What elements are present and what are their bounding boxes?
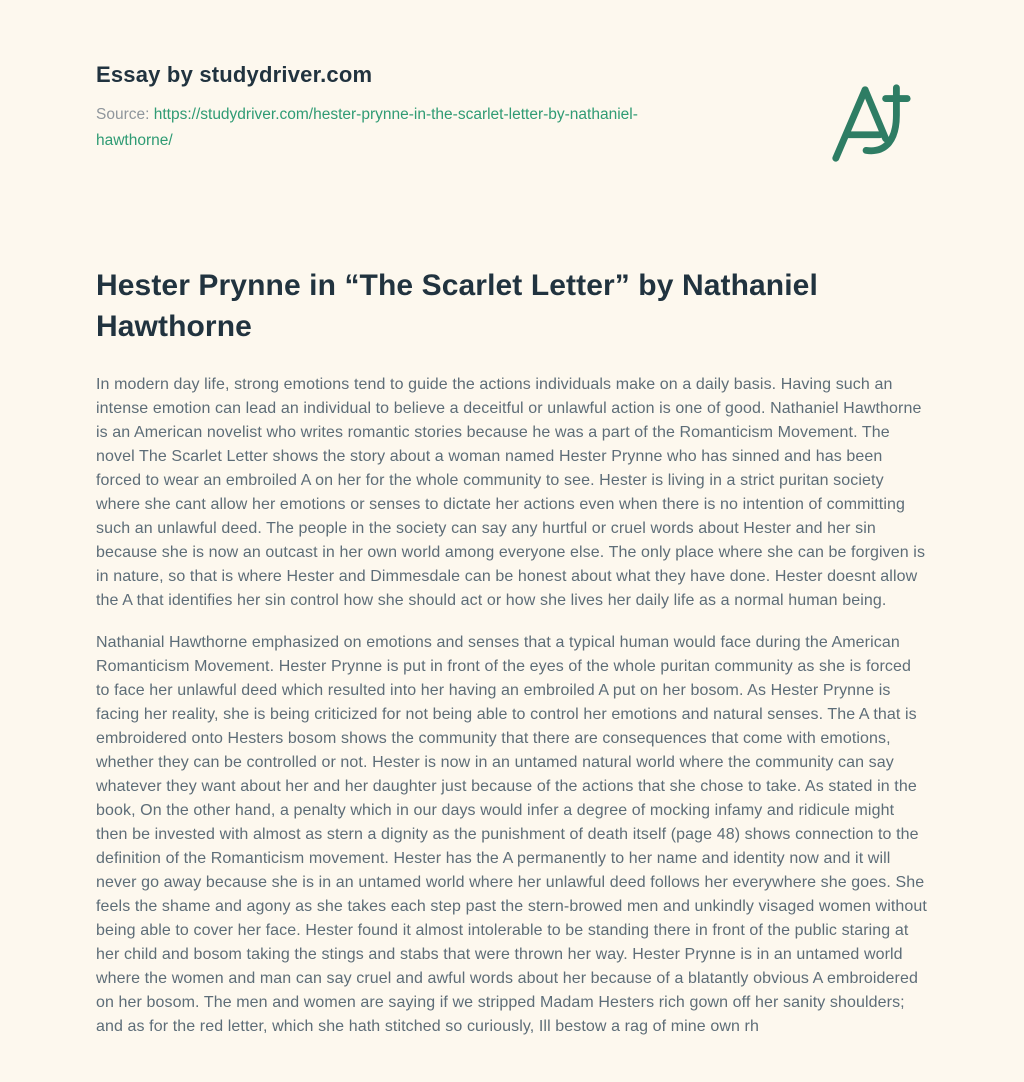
essay-byline: Essay by studydriver.com [96,62,373,87]
page-header [96,62,928,173]
essay-paragraph-2: Nathanial Hawthorne emphasized on emotions and senses that a typical human would face during the American Romanticism Movement. Hester Prynne is put in front of the eyes of the whole puritan community as she is forced to face her unlawful deed which resulted into her having an embroiled A put on her bosom. As Hester Prynne is facing her reality, she is being criticized for not being able to control her emotions and natural senses. The A that is embroidered onto Hesters bosom shows the community that there are consequences that come with emotions, whether they can be controlled or not. Hester is now in an untamed natural world where the community can say whatever they want about her and her daughter just because of the actions that she chose to take. As stated in the book, On the other hand, a penalty which in our days would infer a degree of mocking infamy and ridicule might then be invested with almost as stern a dignity as the punishment of death itself (page 48) shows connection to the definition of the Romanticism movement. Hester has the A permanently to her name and identity now and it will never go away because she is in an untamed world where her unlawful deed follows her everywhere she goes. She feels the shame and agony as she takes each step past the stern-browed men and unkindly visaged women without being able to cover her face. Hester found it almost intolerable to be standing there in front of the public staring at her child and bosom taking the stings and stabs that were thrown her way. Hester Prynne is in an untamed world where the women and man can say cruel and awful words about her because of a blatantly obvious A embroidered on her bosom. The men and women are saying if we stripped Madam Hesters rich gown off her sanity shoulders; and as for the red letter, which she hath stitched so curiously, Ill bestow a rag of mine own rh [96,634,927,1035]
source-url-link[interactable]: https://studydriver.com/hester-prynne-in-the-scarlet-letter-by-nathaniel-hawthorne/ [96,106,638,149]
essay-paragraph-1: In modern day life, strong emotions tend to guide the actions individuals make on a daily basis. Having such an intense emotion can lead an individual to believe a deceitful or unlawful action is one of good. Nathaniel Hawthorne is an American novelist who writes romantic stories because he was a part of the Romanticism Movement. The novel The Scarlet Letter shows the story about a woman named Hester Prynne who has sinned and has been forced to wear an embroiled A on her for the whole community to see. Hester is living in a strict puritan society where she cant allow her emotions or senses to dictate her actions even when there is no intention of committing such an unlawful deed. The people in the society can say any hurtful or cruel words about Hester and her sin because she is now an outcast in her own world among everyone else. The only place where she can be forgiven is in nature, so that is where Hester and Dimmesdale can be honest about what they have done. Hester doesnt allow the A that identifies her sin control how she should act or how she lives her daily life as a normal human being. [96,376,926,609]
studydriver-logo [826,80,914,173]
essay-title: Hester Prynne in “The Scarlet Letter” by Nathaniel Hawthorne [96,269,818,343]
source-line [96,102,711,154]
header-text-block [96,62,711,154]
source-label: Source: [96,106,150,123]
a-dagger-logo-icon [826,80,914,168]
